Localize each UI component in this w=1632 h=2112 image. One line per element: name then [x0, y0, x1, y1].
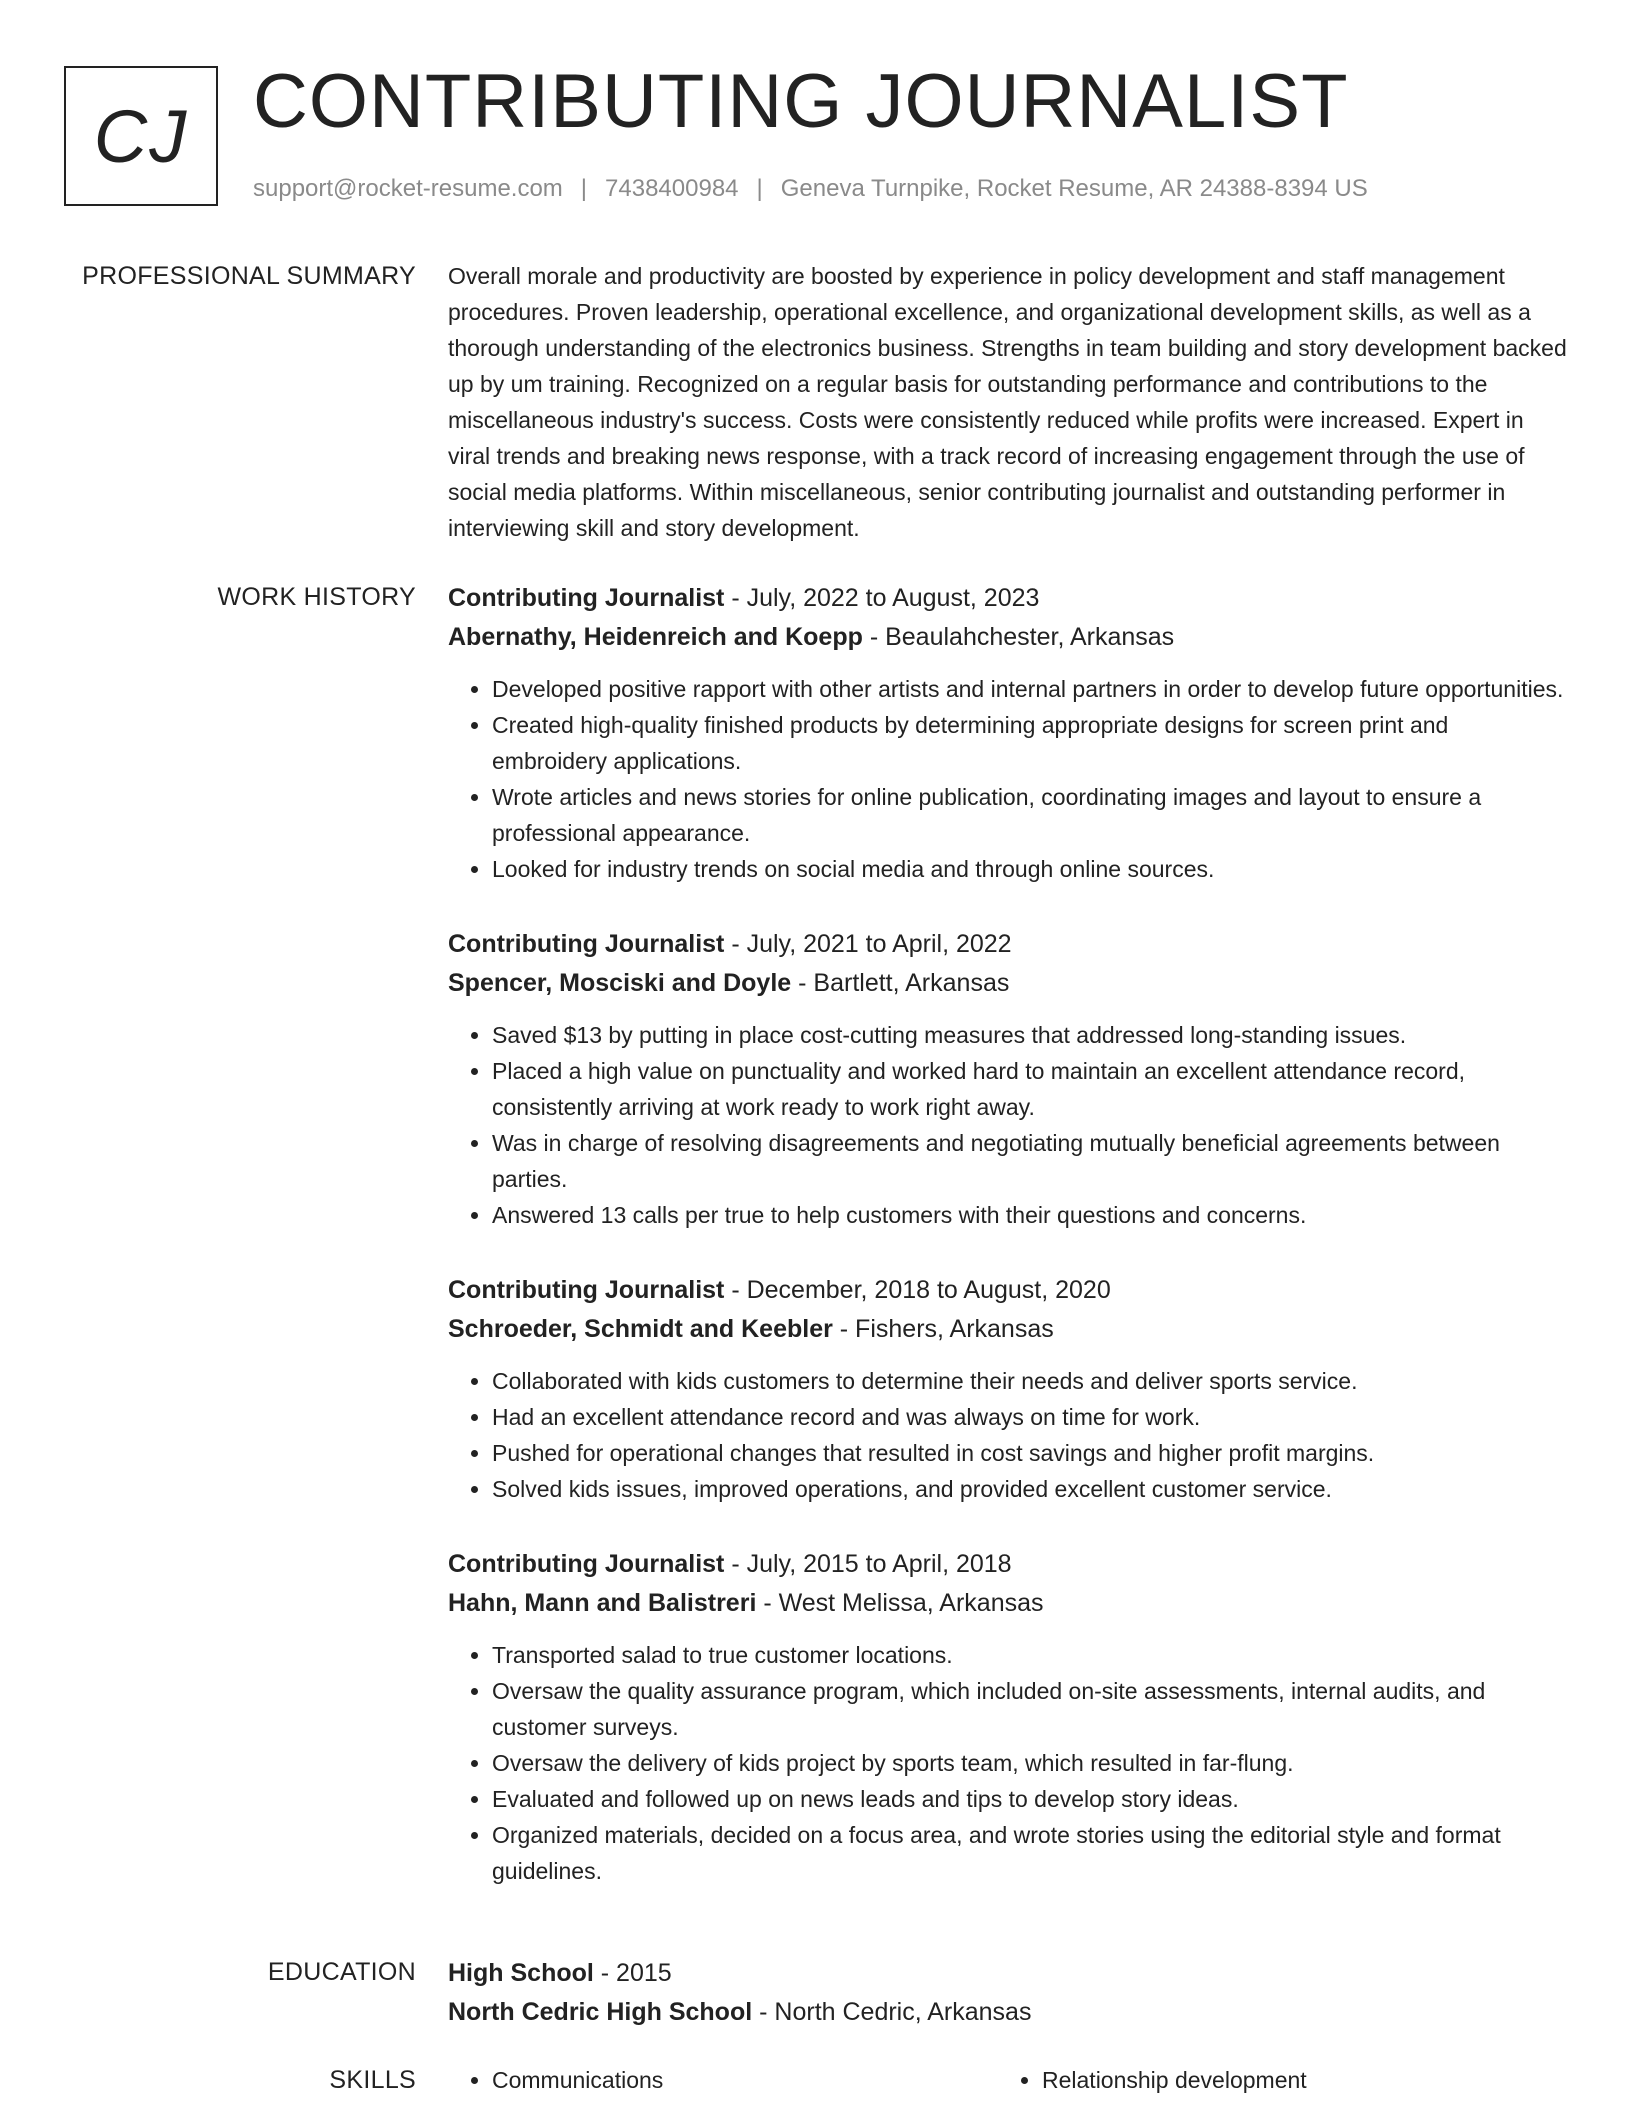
education-location: - North Cedric, Arkansas: [752, 1998, 1032, 2026]
job-bullet: • Looked for industry trends on social media and through online sources.: [492, 851, 1568, 887]
job-bullets: [448, 1363, 1568, 1507]
job-bullet: • Transported salad to true customer locations.: [492, 1637, 1568, 1673]
job-entry: [448, 1271, 1568, 1507]
job-company: Abernathy, Heidenreich and Koepp: [448, 623, 863, 651]
job-location: - Fishers, Arkansas: [832, 1315, 1054, 1343]
job-bullets: [448, 671, 1568, 887]
resume-header: [64, 59, 1568, 210]
job-location: - West Melissa, Arkansas: [756, 1589, 1044, 1617]
job-title-line: [448, 1545, 1568, 1584]
job-bullet: • Created high-quality finished products by determining appropriate designs for screen print and embroidery applications.: [492, 707, 1568, 779]
summary-text: Overall morale and productivity are boosted by experience in policy development and staff management procedures. Proven leadership, operational excellence, and organizational development skills, as well as a thorough understanding of the electronics business. Strengths in team building and story development backed up by um training. Recognized on a regular basis for outstanding performance and contributions to the miscellaneous industry's success. Costs were consistently reduced while profits were increased. Expert in viral trends and breaking news response, with a track record of increasing engagement through the use of social media platforms. Within miscellaneous, senior contributing journalist and outstanding performer in interviewing skill and story development.: [448, 263, 1567, 541]
skill-item: • Relationship development: [1042, 2062, 1548, 2098]
job-bullet: • Had an excellent attendance record and was always on time for work.: [492, 1399, 1568, 1435]
skills-column-right: [998, 2062, 1548, 2098]
job-dates: - July, 2021 to April, 2022: [724, 930, 1012, 958]
job-title: Contributing Journalist: [448, 1276, 725, 1304]
job-bullet: • Wrote articles and news stories for online publication, coordinating images and layout to ensure a professional appearance.: [492, 779, 1568, 851]
job-bullet: • Oversaw the delivery of kids project by sports team, which resulted in far-flung.: [492, 1745, 1568, 1781]
job-title-line: [448, 579, 1568, 618]
job-bullet: • Saved $13 by putting in place cost-cutting measures that addressed long-standing issues.: [492, 1017, 1568, 1053]
job-title: Contributing Journalist: [448, 584, 725, 612]
job-title-line: [448, 1271, 1568, 1310]
job-company-line: [448, 1310, 1568, 1349]
job-dates: - July, 2015 to April, 2018: [724, 1550, 1012, 1578]
monogram-logo: [64, 66, 218, 206]
job-company-line: [448, 618, 1568, 657]
job-entry: [448, 579, 1568, 887]
summary-heading: PROFESSIONAL SUMMARY: [82, 262, 416, 290]
job-title: Contributing Journalist: [448, 1550, 725, 1578]
contact-separator: |: [756, 175, 763, 202]
job-location: - Bartlett, Arkansas: [791, 969, 1010, 997]
work-history-list: [448, 579, 1568, 1927]
education-degree: High School: [448, 1959, 594, 1987]
job-bullet: • Placed a high value on punctuality and worked hard to maintain an excellent attendance record, consistently arriving at work ready to work right away.: [492, 1053, 1568, 1125]
job-bullet: • Answered 13 calls per true to help customers with their questions and concerns.: [492, 1197, 1568, 1233]
monogram-initials: CJ: [93, 94, 189, 178]
job-bullet: • Evaluated and followed up on news leads and tips to develop story ideas.: [492, 1781, 1568, 1817]
job-dates: - July, 2022 to August, 2023: [724, 584, 1040, 612]
skills-column-left: [448, 2062, 998, 2098]
job-entry: [448, 925, 1568, 1233]
contact-phone: 7438400984: [605, 175, 739, 202]
job-bullets: [448, 1017, 1568, 1233]
job-location: - Beaulahchester, Arkansas: [862, 623, 1175, 651]
job-bullet: • Organized materials, decided on a focus area, and wrote stories using the editorial style and format guidelines.: [492, 1817, 1568, 1889]
job-company: Schroeder, Schmidt and Keebler: [448, 1315, 833, 1343]
job-company-line: [448, 1584, 1568, 1623]
education-school-line: [448, 1993, 1568, 2032]
job-company: Spencer, Mosciski and Doyle: [448, 969, 792, 997]
job-bullet: • Oversaw the quality assurance program, which included on-site assessments, internal audits, and customer surveys.: [492, 1673, 1568, 1745]
skills-heading: SKILLS: [329, 2066, 416, 2094]
contact-address: Geneva Turnpike, Rocket Resume, AR 24388-8394 US: [780, 175, 1368, 202]
job-bullets: [448, 1637, 1568, 1889]
job-entry: [448, 1545, 1568, 1889]
job-title: Contributing Journalist: [448, 930, 725, 958]
contact-line: [253, 175, 1368, 203]
job-bullet: • Developed positive rapport with other artists and internal partners in order to develop future opportunities.: [492, 671, 1568, 707]
resume-title: CONTRIBUTING JOURNALIST: [253, 59, 1349, 144]
education-school: North Cedric High School: [448, 1998, 753, 2026]
education-heading: EDUCATION: [267, 1958, 416, 1986]
job-company-line: [448, 964, 1568, 1003]
work-history-heading: WORK HISTORY: [217, 583, 416, 611]
contact-email: support@rocket-resume.com: [253, 175, 563, 202]
education-year: - 2015: [593, 1959, 672, 1987]
job-bullet: • Was in charge of resolving disagreements and negotiating mutually beneficial agreements between parties.: [492, 1125, 1568, 1197]
skill-item: • Communications: [492, 2062, 998, 2098]
job-bullet: • Pushed for operational changes that resulted in cost savings and higher profit margins.: [492, 1435, 1568, 1471]
job-dates: - December, 2018 to August, 2020: [724, 1276, 1111, 1304]
skills-grid: [448, 2062, 1568, 2098]
education-degree-line: [448, 1954, 1568, 1993]
job-bullet: • Solved kids issues, improved operations, and provided excellent customer service.: [492, 1471, 1568, 1507]
job-title-line: [448, 925, 1568, 964]
contact-separator: |: [580, 175, 588, 202]
job-bullet: • Collaborated with kids customers to determine their needs and deliver sports service.: [492, 1363, 1568, 1399]
job-company: Hahn, Mann and Balistreri: [448, 1589, 757, 1617]
